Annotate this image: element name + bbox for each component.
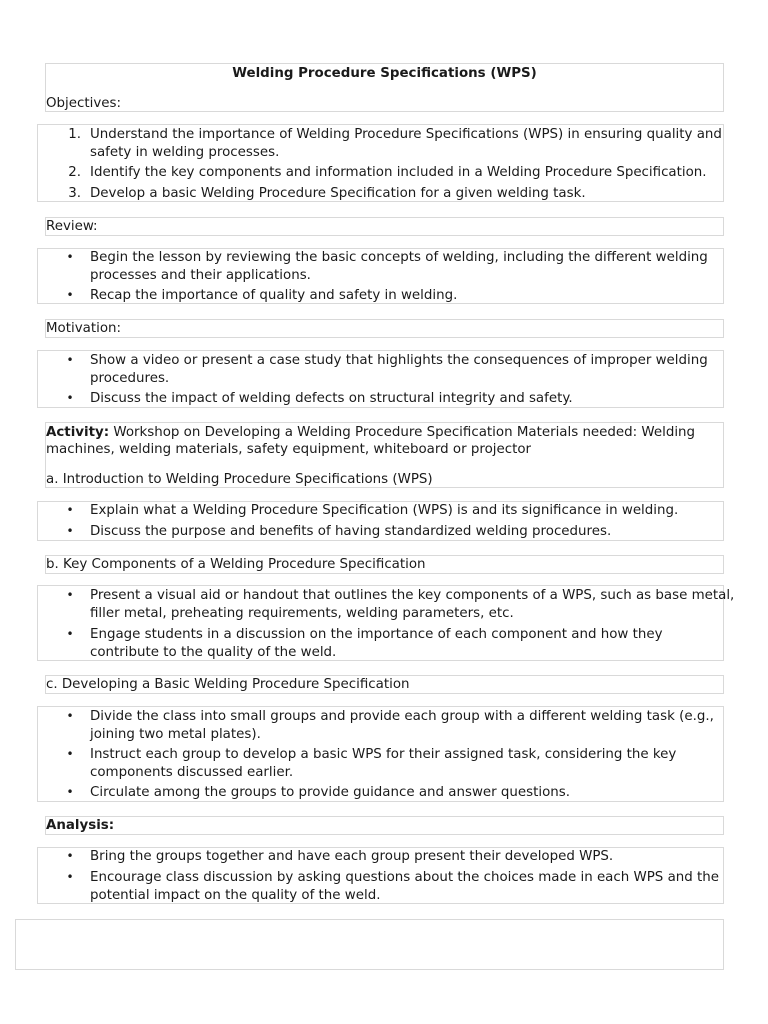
objective-line: Develop a basic Welding Procedure Specification for a given welding task. [90,186,586,201]
analysis-line: potential impact on the quality of the weld. [90,887,381,903]
section-b-line: contribute to the quality of the weld. [90,644,337,660]
motivation-heading: Motivation: [46,321,122,336]
section-b-heading-box [45,555,724,574]
motivation-line: procedures. [90,370,170,386]
section-a-list-box [37,501,724,541]
activity-label: Activity: [46,425,110,440]
objective-line: safety in welding processes. [90,144,280,160]
section-c-line: joining two metal plates). [90,726,261,742]
section-b-line: Engage students in a discussion on the importance of each component and how they [90,627,663,642]
activity-text: Workshop on Developing a Welding Procedure Specification Materials needed: Welding [109,425,696,440]
section-b-line: Present a visual aid or handout that outlines the key components of a WPS, such as base metal, [90,588,735,603]
section-c-line: Instruct each group to develop a basic WPS for their assigned task, considering the key [90,747,677,762]
bullet-icon: • [66,627,74,641]
section-c-heading-box [45,675,724,694]
bullet-icon: • [66,870,74,884]
analysis-line: Bring the groups together and have each group present their developed WPS. [90,849,614,864]
activity-materials: machines, welding materials, safety equipment, whiteboard or projector [46,442,532,457]
section-b-heading: b. Key Components of a Welding Procedure Specification [46,557,426,572]
objective-line: Understand the importance of Welding Procedure Specifications (WPS) in ensuring quality and [90,127,722,142]
review-list-box [37,248,724,304]
review-line: Recap the importance of quality and safety in welding. [90,288,458,303]
bullet-icon: • [66,391,74,405]
analysis-list-box [37,847,724,904]
motivation-list-box [37,350,724,408]
review-line: Begin the lesson by reviewing the basic concepts of welding, including the different welding [90,250,708,265]
analysis-heading: Analysis: [46,818,115,833]
page-title: Welding Procedure Specifications (WPS) [232,66,537,81]
section-c-line: Divide the class into small groups and provide each group with a different welding task (e.g., [90,709,714,724]
activity-line [46,424,695,442]
bullet-icon: • [66,785,74,799]
section-a-heading: a. Introduction to Welding Procedure Specifications (WPS) [46,472,433,487]
motivation-line: Show a video or present a case study that highlights the consequences of improper welding [90,353,708,368]
bullet-icon: • [66,250,74,264]
bullet-icon: • [66,288,74,302]
bullet-icon: • [66,503,74,517]
motivation-line: Discuss the impact of welding defects on structural integrity and safety. [90,391,573,406]
analysis-heading-box [45,816,724,835]
objective-line: Identify the key components and information included in a Welding Procedure Specification. [90,165,707,180]
section-c-line: components discussed earlier. [90,764,294,780]
bullet-icon: • [66,353,74,367]
section-a-line: Explain what a Welding Procedure Specification (WPS) is and its significance in welding. [90,503,679,518]
section-b-line: filler metal, preheating requirements, welding parameters, etc. [90,605,514,621]
section-c-heading: c. Developing a Basic Welding Procedure Specification [46,677,410,692]
objectives-heading: Objectives: [46,96,121,111]
review-heading-box [45,217,724,236]
section-c-line: Circulate among the groups to provide guidance and answer questions. [90,785,570,800]
motivation-heading-box [45,319,724,338]
bullet-icon: • [66,709,74,723]
section-a-line: Discuss the purpose and benefits of having standardized welding procedures. [90,524,612,539]
review-line: processes and their applications. [90,267,311,283]
section-c-list-box [37,706,724,802]
objectives-list-box: 1. Understand the importance of Welding Procedure Specifications (WPS) in ensuring quality and safety in welding processes. 2. Identify the key components and information included in a Welding Procedure Specification. 3. Develop a basic Welding Procedure Specification for a given welding task. [37,124,724,202]
header-box [45,63,724,112]
analysis-line: Encourage class discussion by asking questions about the choices made in each WPS and the [90,870,719,885]
bullet-icon: • [66,524,74,538]
bullet-icon: • [66,849,74,863]
section-b-list-box [37,585,735,661]
bullet-icon: • [66,747,74,761]
activity-box [45,422,724,488]
review-heading: Review: [46,219,98,234]
empty-section-box [15,919,724,970]
bullet-icon: • [66,588,74,602]
